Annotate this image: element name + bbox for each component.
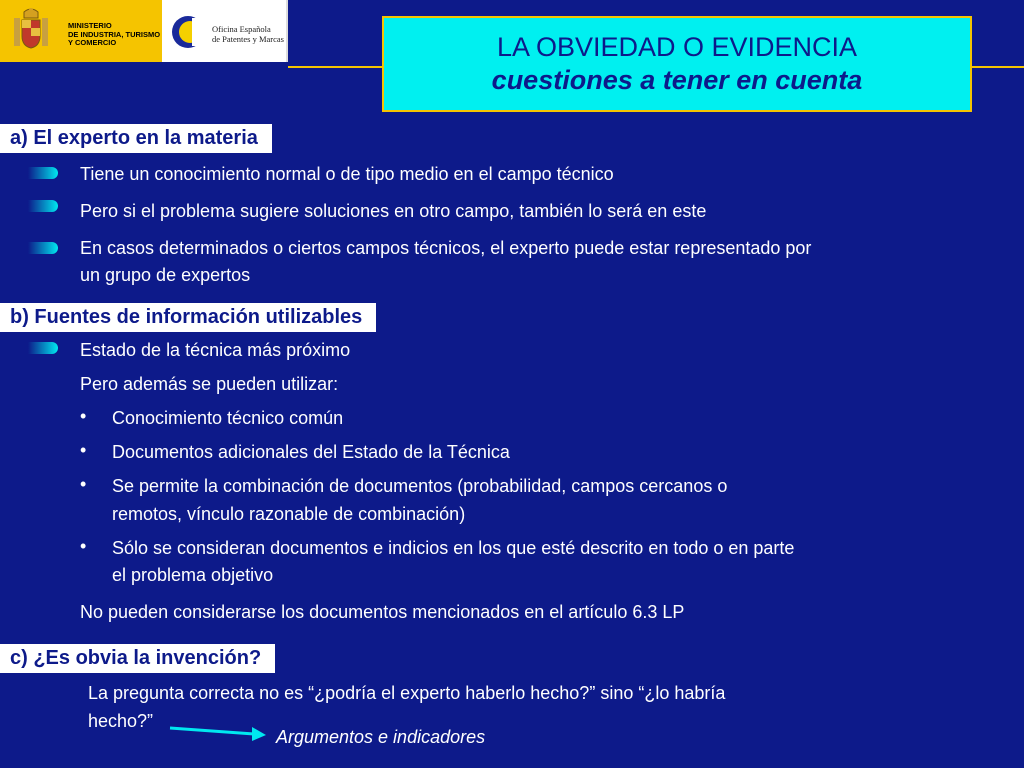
section-a-label: a) El experto en la materia [0,124,272,153]
section-b-note: No pueden considerarse los documentos mencionados en el artículo 6.3 LP [80,602,685,622]
arrow-bullet-icon [28,340,62,356]
list-item: Sólo se consideran documentos e indicios en los que esté descrito en todo o en parte [112,538,795,558]
oepm-logo-panel [162,0,288,62]
title-box [382,16,972,112]
arrow-right-icon [168,722,268,742]
question-text-continuation: hecho?” [88,711,154,731]
bullet-dot: • [80,406,87,426]
header-divider-right [972,66,1024,68]
spanish-coat-of-arms-icon [6,6,56,56]
section-c-label: c) ¿Es obvia la invención? [0,644,275,673]
question-text: La pregunta correcta no es “¿podría el experto haberlo hecho?” sino “¿lo habría [88,683,726,703]
bullet-dot: • [80,536,87,556]
arrow-bullet-icon [28,240,62,256]
ministry-band [0,0,162,62]
header-divider-left [288,66,382,68]
page-subtitle: cuestiones a tener en cuenta [491,65,863,95]
arrow-bullet-icon [28,165,62,181]
office-name: Oficina Española de Patentes y Marcas [212,24,284,44]
arrow-bullet-icon [28,198,62,214]
list-item: En casos determinados o ciertos campos técnicos, el experto puede estar representado por [80,238,812,258]
list-item: Pero si el problema sugiere soluciones en otro campo, también lo será en este [80,201,707,221]
list-item-continuation: el problema objetivo [112,565,274,585]
list-item-continuation: un grupo de expertos [80,265,251,285]
oepm-c-logo-icon [170,14,206,50]
list-item: Se permite la combinación de documentos (probabilidad, campos cercanos o [112,476,728,496]
list-item: Conocimiento técnico común [112,408,344,428]
bullet-dot: • [80,440,87,460]
bullet-dot: • [80,474,87,494]
list-item-continuation: remotos, vínculo razonable de combinación) [112,504,466,524]
arguments-label: Argumentos e indicadores [276,727,486,747]
section-b-label: b) Fuentes de información utilizables [0,303,376,332]
list-item: Estado de la técnica más próximo [80,340,351,360]
list-item: Tiene un conocimiento normal o de tipo medio en el campo técnico [80,164,614,184]
page-title: LA OBVIEDAD O EVIDENCIA [496,32,858,62]
list-item: Documentos adicionales del Estado de la Técnica [112,442,510,462]
section-b-intro: Pero además se pueden utilizar: [80,374,339,394]
ministry-name: MINISTERIO DE INDUSTRIA, TURISMO Y COMERCIO [68,21,161,47]
